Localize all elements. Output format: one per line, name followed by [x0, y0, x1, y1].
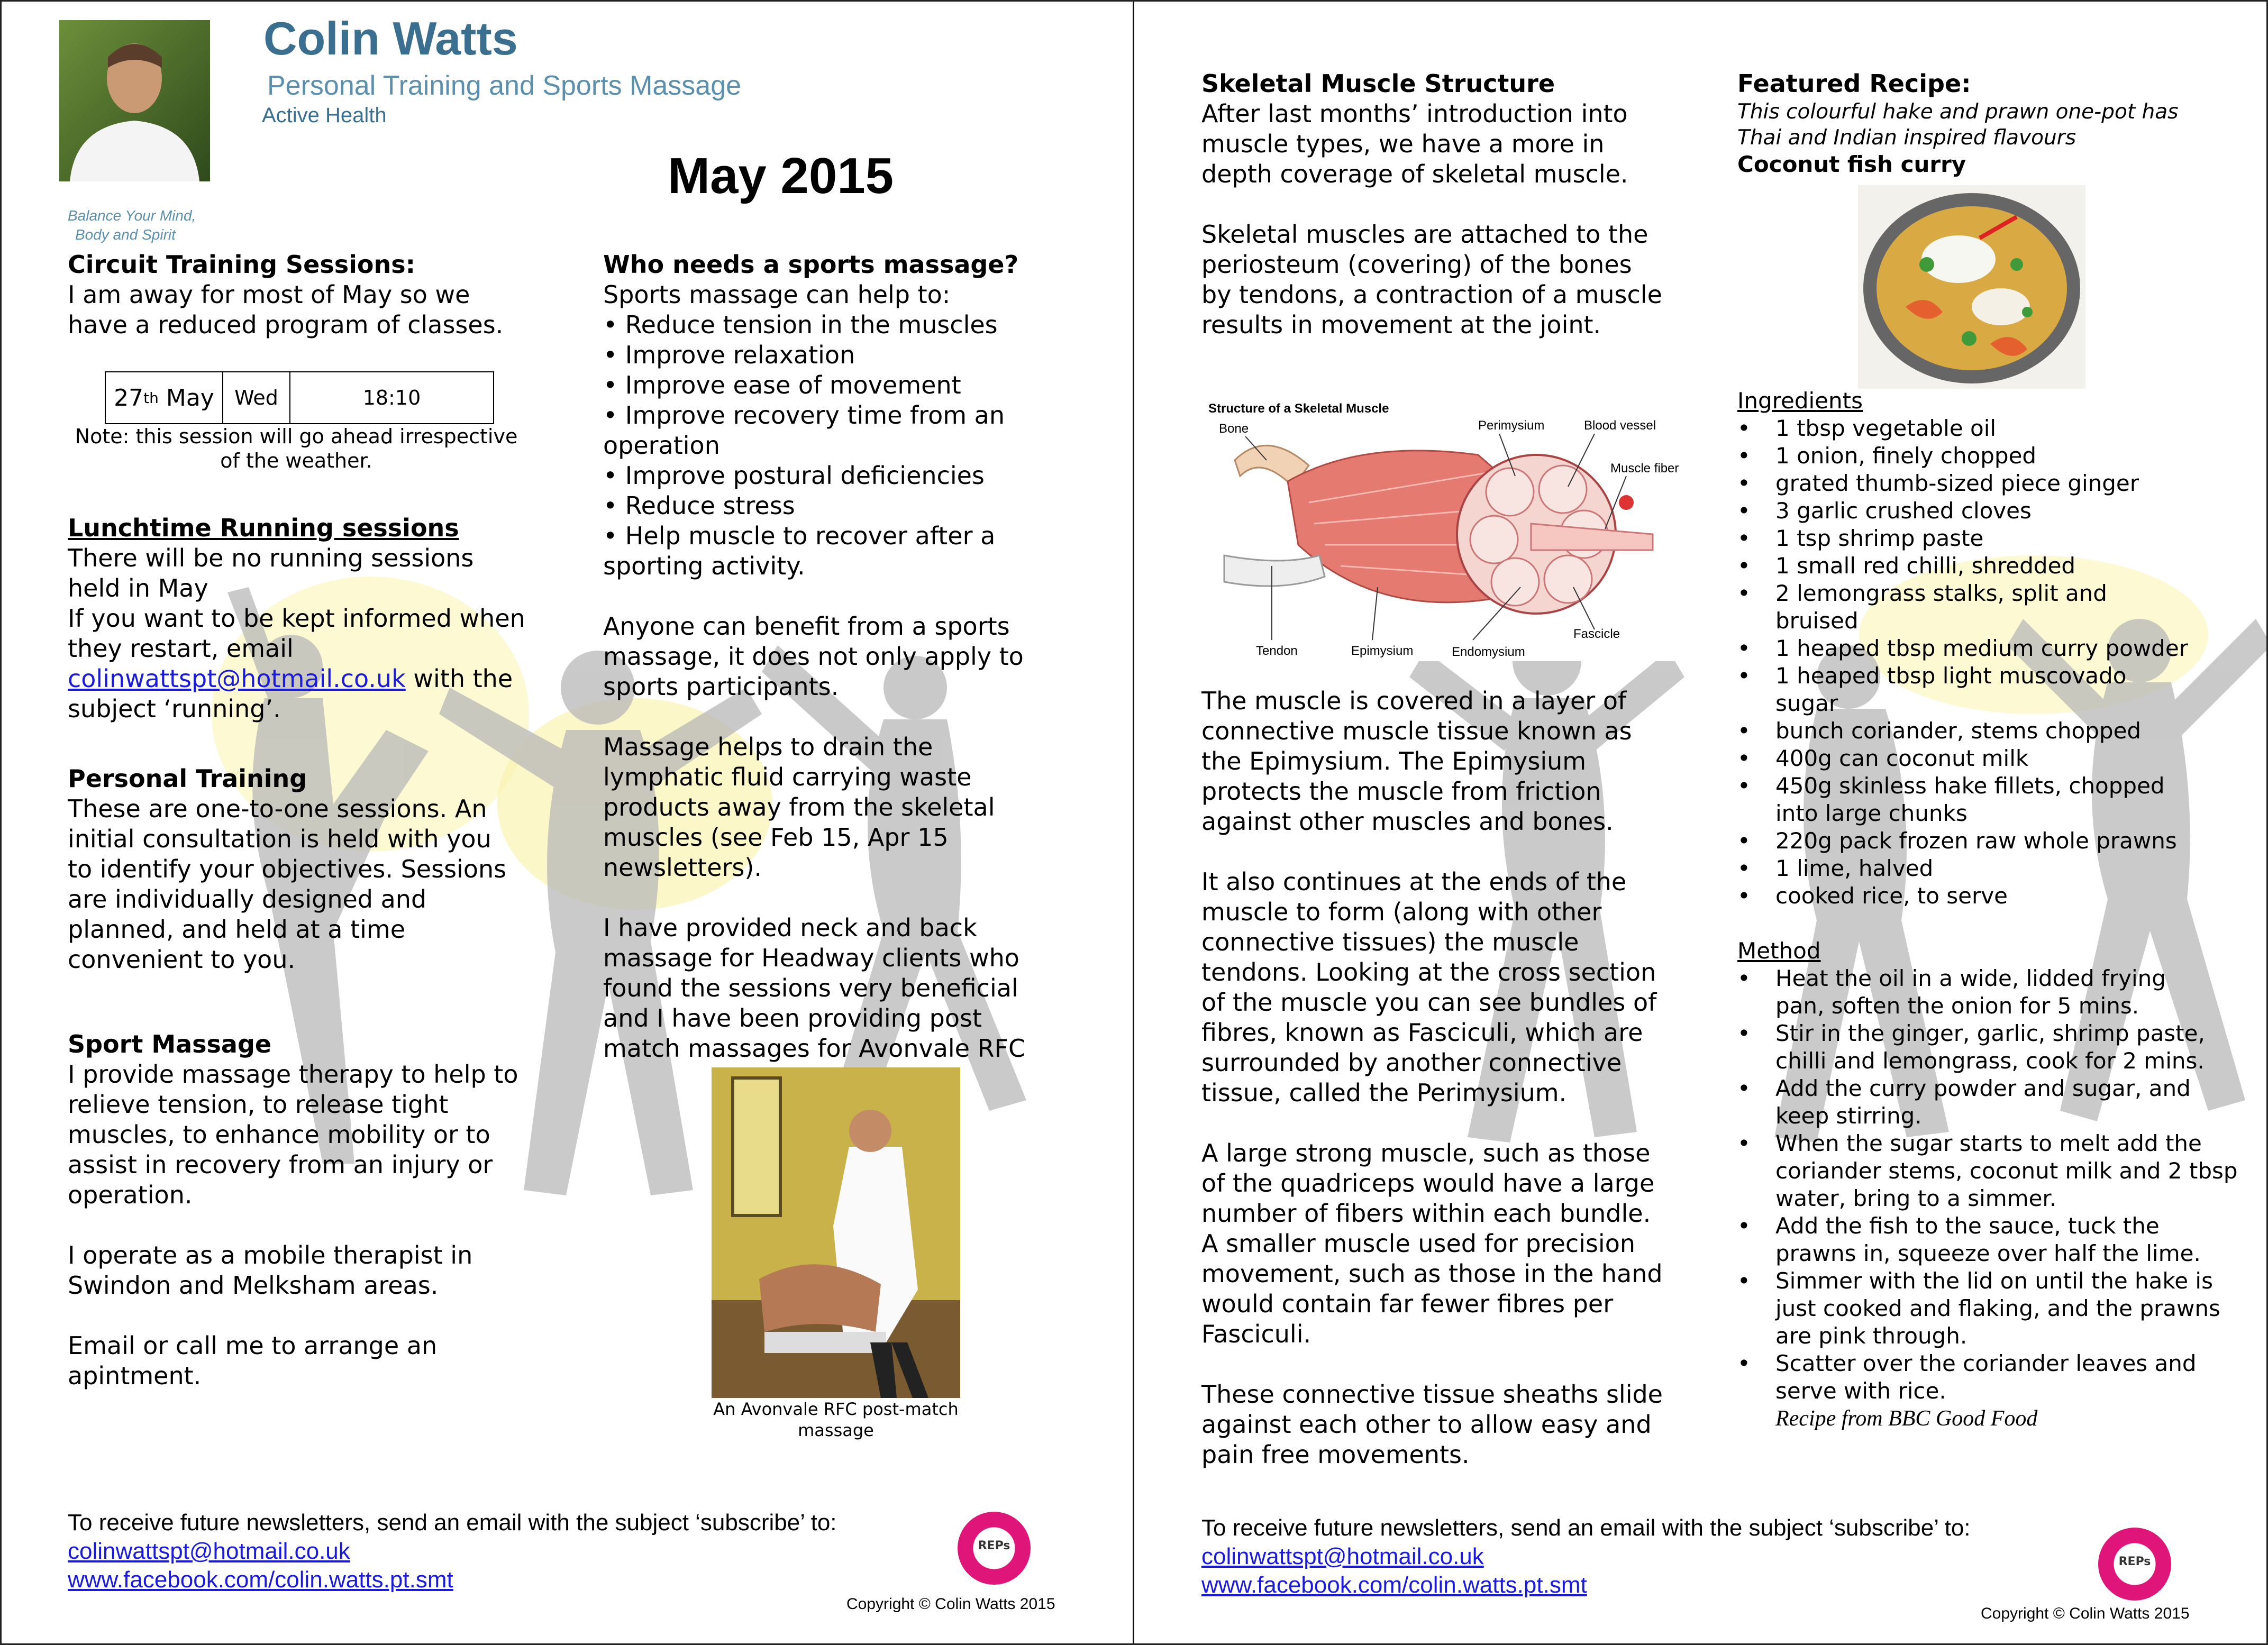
- personal-training-heading: Personal Training: [68, 764, 307, 793]
- method-heading: Method: [1737, 938, 1821, 964]
- ingredient-item: • 1 lime, halved: [1737, 855, 2266, 882]
- recipe-source: Recipe from BBC Good Food: [1775, 1406, 2038, 1431]
- session-date-cell: [106, 372, 223, 423]
- ingredient-item: • 1 tbsp vegetable oil: [1737, 415, 2266, 442]
- ingredient-item: • 1 heaped tbsp light muscovado sugar: [1737, 662, 2167, 717]
- circuit-text: I am away for most of May so we have a reduced program of classes.: [68, 280, 504, 339]
- session-time: 18:10: [362, 386, 421, 409]
- label-epimysium: Epimysium: [1351, 644, 1414, 658]
- who-needs-para-1: Anyone can benefit from a sports massage, it does not only apply to sports participants.: [603, 612, 1024, 701]
- session-date: 27: [114, 384, 144, 412]
- who-needs-heading: Who needs a sports massage?: [603, 250, 1019, 279]
- skeletal-para-6: These connective tissue sheaths slide against each other to allow easy and pain free movements.: [1201, 1380, 1663, 1469]
- massage-photo: [712, 1067, 960, 1398]
- ingredient-item: • grated thumb-sized piece ginger: [1737, 470, 2266, 497]
- benefit-item: • Reduce tension in the muscles: [603, 310, 998, 339]
- ingredients-list: [1737, 415, 2266, 910]
- label-endomysium: Endomysium: [1452, 645, 1525, 659]
- skeletal-para-2: Skeletal muscles are attached to the periosteum (covering) of the bones by tendons, a contraction of a muscle results in movement at the joint.: [1201, 220, 1662, 339]
- ingredient-item: • 2 lemongrass stalks, split and bruised: [1737, 580, 2146, 635]
- benefit-item: • Reduce stress: [603, 491, 795, 520]
- copyright: Copyright © Colin Watts 2015: [846, 1595, 1055, 1613]
- reps-badge-label: REPs: [2118, 1555, 2151, 1568]
- label-tendon: Tendon: [1256, 644, 1298, 658]
- method-step: • Stir in the ginger, garlic, shrimp paste, chilli and lemongrass, cook for 2 mins.: [1737, 1020, 2215, 1075]
- skeletal-continued: [1201, 686, 1688, 1470]
- method-step: • Scatter over the coriander leaves and serve with rice.: [1737, 1350, 2209, 1405]
- personal-training-section: [68, 764, 544, 975]
- ingredient-item: • 400g can coconut milk: [1737, 745, 2266, 772]
- ingredient-item: • 3 garlic crushed cloves: [1737, 497, 2266, 525]
- ingredient-item: • 1 heaped tbsp medium curry powder: [1737, 635, 2266, 662]
- running-text-3: with the subject ‘running’.: [68, 664, 513, 723]
- massage-benefits-list: [603, 310, 1063, 581]
- profile-photo: [59, 20, 210, 181]
- session-time-cell: [290, 372, 493, 423]
- footer-facebook-link[interactable]: www.facebook.com/colin.watts.pt.smt: [1201, 1572, 1587, 1598]
- running-email-link[interactable]: colinwattspt@hotmail.co.uk: [68, 664, 406, 693]
- circuit-training-section: [68, 250, 544, 340]
- skeletal-para-5: A large strong muscle, such as those of the quadriceps would have a large number of fibers within each bundle. A smaller muscle used for precision movement, such as those in the hand would contain far fewer fibres per Fasciculi.: [1201, 1139, 1663, 1348]
- footer-facebook-link[interactable]: www.facebook.com/colin.watts.pt.smt: [68, 1567, 453, 1593]
- who-needs-intro: Sports massage can help to:: [603, 280, 951, 309]
- skeletal-muscle-diagram: [1203, 397, 1679, 661]
- session-date-suffix: th: [143, 389, 159, 407]
- ingredient-item: • bunch coriander, stems chopped: [1737, 717, 2266, 745]
- footer-email-link[interactable]: colinwattspt@hotmail.co.uk: [1201, 1543, 1484, 1569]
- label-fascicle: Fascicle: [1573, 627, 1620, 641]
- label-muscle-fiber: Muscle fiber: [1610, 461, 1679, 476]
- brand-name: Active Health: [262, 104, 387, 127]
- recipe-photo: [1858, 185, 2085, 389]
- ingredient-item: • 1 small red chilli, shredded: [1737, 552, 2266, 580]
- method-list: [1737, 965, 2266, 1405]
- benefit-item: • Improve relaxation: [603, 341, 855, 369]
- method-step: • Add the fish to the sauce, tuck the prawns in, squeeze over half the lime.: [1737, 1212, 2215, 1267]
- reps-badge-icon: [958, 1512, 1031, 1585]
- tagline-line-2: Body and Spirit: [75, 226, 176, 243]
- benefit-item: • Help muscle to recover after a sporting activity.: [603, 522, 996, 580]
- running-text-3-wrap: [68, 664, 533, 724]
- recipe-intro: This colourful hake and prawn one-pot has Thai and Indian inspired flavours: [1737, 100, 2179, 150]
- personal-training-text: These are one-to-one sessions. An initial consultation is held with you to identify your objectives. Sessions are individually designed and planned, and held at a time convenient to you.: [68, 794, 507, 974]
- footer-email-link[interactable]: colinwattspt@hotmail.co.uk: [68, 1538, 350, 1564]
- method-step: • Simmer with the lid on until the hake is just cooked and flaking, and the prawns are pink through.: [1737, 1267, 2230, 1350]
- benefit-item: • Improve ease of movement: [603, 371, 961, 399]
- session-day-cell: [223, 372, 290, 423]
- benefit-item: • Improve postural deficiencies: [603, 461, 985, 490]
- massage-photo-caption: An Avonvale RFC post-match massage: [713, 1399, 959, 1440]
- session-month: May: [158, 384, 214, 412]
- recipe-details: [1737, 387, 2266, 1432]
- sport-massage-section: [68, 1029, 544, 1391]
- ingredient-item: • cooked rice, to serve: [1737, 882, 2266, 910]
- ingredient-item: • 220g pack frozen raw whole prawns: [1737, 827, 2266, 855]
- ingredients-heading: Ingredients: [1737, 388, 1863, 414]
- label-perimysium: Perimysium: [1478, 418, 1545, 433]
- method-step: • Heat the oil in a wide, lidded frying pan, soften the onion for 5 mins.: [1737, 965, 2220, 1020]
- who-needs-massage-section: [603, 250, 1100, 1064]
- method-step: • Add the curry powder and sugar, and keep stirring.: [1737, 1075, 2215, 1130]
- reps-badge-icon: [2098, 1528, 2171, 1601]
- copyright: Copyright © Colin Watts 2015: [1981, 1605, 2190, 1622]
- issue-date: May 2015: [668, 148, 894, 204]
- sport-massage-text-3: Email or call me to arrange an apintment.: [68, 1331, 438, 1390]
- footer-text: To receive future newsletters, send an email with the subject ‘subscribe’ to:: [68, 1510, 837, 1536]
- running-text-2: If you want to be kept informed when they restart, email: [68, 604, 525, 663]
- recipe-section: [1737, 69, 2266, 178]
- skeletal-heading: Skeletal Muscle Structure: [1201, 69, 1555, 98]
- header-subtitle: Personal Training and Sports Massage: [267, 70, 742, 101]
- running-section: [68, 513, 544, 724]
- running-text-1: There will be no running sessions held in May: [68, 544, 474, 602]
- who-needs-para-2: Massage helps to drain the lymphatic fluid carrying waste products away from the skeletal muscles (see Feb 15, Apr 15 newsletters).: [603, 733, 995, 882]
- method-step: • When the sugar starts to melt add the coriander stems, coconut milk and 2 tbsp water, bring to a simmer.: [1737, 1130, 2241, 1212]
- author-name: Colin Watts: [263, 12, 518, 65]
- sport-massage-text-1: I provide massage therapy to help to relieve tension, to release tight muscles, to enhance mobility or to assist in recovery from an injury or operation.: [68, 1060, 518, 1209]
- who-needs-para-3: I have provided neck and back massage for Headway clients who found the sessions very beneficial and I have been providing post match massages for Avonvale RFC: [603, 913, 1026, 1063]
- newsletter-page-2: [1134, 0, 2268, 1645]
- circuit-session-table: [105, 371, 494, 424]
- skeletal-muscle-section: [1201, 69, 1688, 340]
- sport-massage-heading: Sport Massage: [68, 1030, 272, 1058]
- circuit-heading: Circuit Training Sessions:: [68, 250, 416, 279]
- sport-massage-text-2: I operate as a mobile therapist in Swindon and Melksham areas.: [68, 1241, 473, 1300]
- ingredient-item: • 1 tsp shrimp paste: [1737, 525, 2266, 552]
- label-blood-vessel: Blood vessel: [1584, 418, 1656, 433]
- circuit-note: Note: this session will go ahead irrespective of the weather.: [75, 425, 518, 472]
- recipe-name: Coconut fish curry: [1737, 151, 1966, 177]
- diagram-title: Structure of a Skeletal Muscle: [1208, 401, 1389, 416]
- ingredient-item: • 450g skinless hake fillets, chopped into large chunks: [1737, 772, 2199, 827]
- skeletal-para-4: It also continues at the ends of the muscle to form (along with other connective tissues) the muscle tendons. Looking at the cross section of the muscle you can see bundles of fibres, known as Fasciculi, which are surrounded by another connective tissue, called the Perimysium.: [1201, 867, 1657, 1107]
- skeletal-para-3: The muscle is covered in a layer of connective muscle tissue known as the Epimysium. The Epimysium protects the muscle from friction against other muscles and bones.: [1201, 687, 1632, 836]
- recipe-heading: Featured Recipe:: [1737, 69, 1971, 98]
- session-day: Wed: [234, 386, 278, 409]
- tagline-line-1: Balance Your Mind,: [68, 207, 196, 224]
- running-heading: Lunchtime Running sessions: [68, 514, 459, 542]
- reps-badge-label: REPs: [978, 1539, 1010, 1552]
- label-bone: Bone: [1219, 422, 1249, 436]
- ingredient-item: • 1 onion, finely chopped: [1737, 442, 2266, 470]
- skeletal-para-1: After last months’ introduction into muscle types, we have a more in depth coverage of skeletal muscle.: [1201, 99, 1628, 188]
- footer-text: To receive future newsletters, send an email with the subject ‘subscribe’ to:: [1201, 1515, 1971, 1541]
- benefit-item: • Improve recovery time from an operation: [603, 401, 1005, 460]
